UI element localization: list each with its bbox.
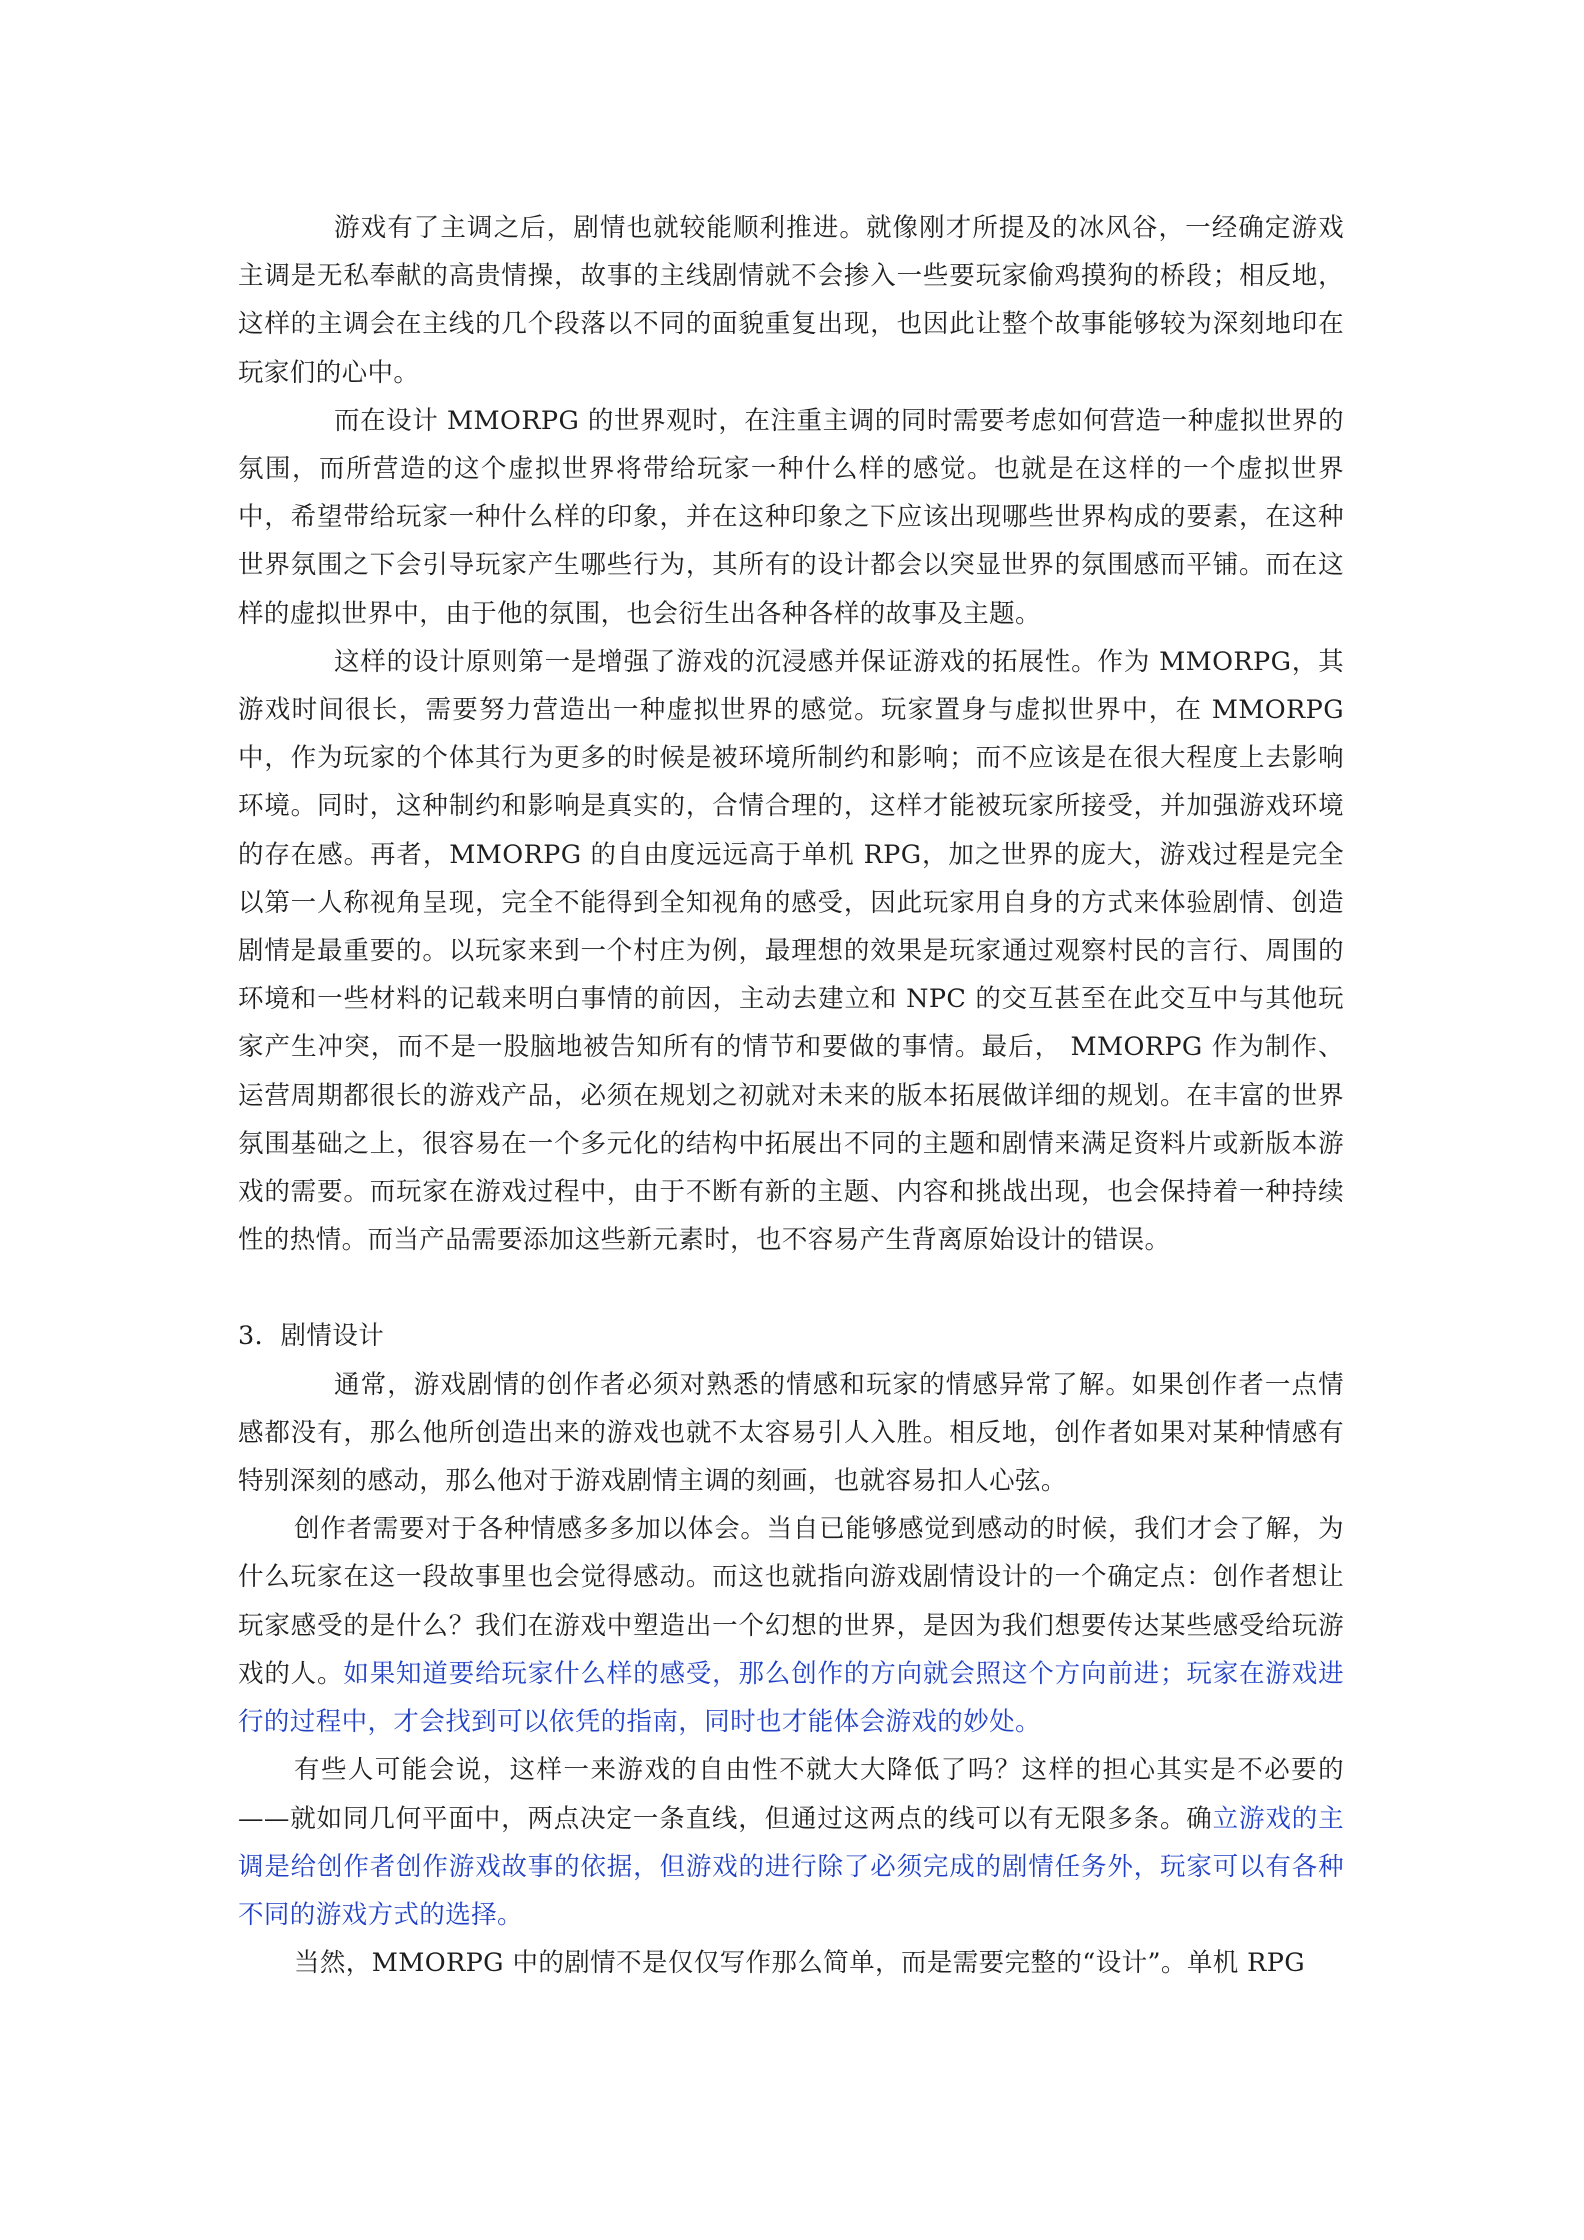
paragraph-creator-emotion: 通常，游戏剧情的创作者必须对熟悉的情感和玩家的情感异常了解。如果创作者一点情感都没有，那么他所创造出来的游戏也就不太容易引人入胜。相反地，创作者如果对某种情感有特别深刻的感动，那么他对于游戏剧情主调的刻画，也就容易扣人心弦。 (238, 1369, 1344, 1497)
paragraph-freedom (238, 1746, 1344, 1939)
section-heading: 3．剧情设计 (238, 1321, 385, 1352)
paragraph-world-atmosphere: 而在设计 MMORPG 的世界观时，在注重主调的同时需要考虑如何营造一种虚拟世界的氛围，而所营造的这个虚拟世界将带给玩家一种什么样的感觉。也就是在这样的一个虚拟世界中，希望带给玩家一种什么样的印象，并在这种印象之下应该出现哪些世界构成的要素，在这种世界氛围之下会引导玩家产生哪些行为，其所有的设计都会以突显世界的氛围感而平铺。而在这样的虚拟世界中，由于他的氛围，也会衍生出各种各样的故事及主题。 (238, 405, 1344, 629)
paragraph-text: 创作者需要对于各种情感多多加以体会。当自已能够感觉到感动的时候，我们才会了解，为什么玩家在这一段故事里也会觉得感动。而这也就指向游戏剧情设计的一个确定点：创作者想让玩家感受的是什么？我们在游戏中塑造出一个幻想的世界，是因为我们想要传达某些感受给玩游戏的人。 (238, 1514, 1344, 1689)
paragraph-text: 有些人可能会说，这样一来游戏的自由性不就大大降低了吗？这样的担心其实是不必要的——就如同几何平面中，两点决定一条直线，但通过这两点的线可以有无限多条。确 (238, 1755, 1344, 1834)
paragraph-design-principle: 这样的设计原则第一是增强了游戏的沉浸感并保证游戏的拓展性。作为 MMORPG，其游戏时间很长，需要努力营造出一种虚拟世界的感觉。玩家置身与虚拟世界中，在 MMORPG 中，作为玩家的个体其行为更多的时候是被环境所制约和影响；而不应该是在很大程度上去影响环境。同时，这种制约和影响是真实的，合情合理的，这样才能被玩家所接受，并加强游戏环境的存在感。再者，MMORPG 的自由度远远高于单机 RPG，加之世界的庞大，游戏过程是完全以第一人称视角呈现，完全不能得到全知视角的感受，因此玩家用自身的方式来体验剧情、创造剧情是最重要的。以玩家来到一个村庄为例，最理想的效果是玩家通过观察村民的言行、周围的环境和一些材料的记载来明白事情的前因，主动去建立和 NPC 的交互甚至在此交互中与其他玩家产生冲突，而不是一股脑地被告知所有的情节和要做的事情。最后， MMORPG 作为制作、运营周期都很长的游戏产品，必须在规划之初就对未来的版本拓展做详细的规划。在丰富的世界氛围基础之上，很容易在一个多元化的结构中拓展出不同的主题和剧情来满足资料片或新版本游戏的需要。而玩家在游戏过程中，由于不断有新的主题、内容和挑战出现，也会保持着一种持续性的热情。而当产品需要添加这些新元素时，也不容易产生背离原始设计的错误。 (238, 646, 1344, 1256)
document-page (238, 204, 1344, 1987)
highlighted-text: 立游戏的主调是给创作者创作游戏故事的依据，但游戏的进行除了必须完成的剧情任务外，玩家可以有各种不同的游戏方式的选择。 (238, 1803, 1344, 1930)
paragraph-experience-emotion (238, 1505, 1344, 1746)
paragraph-theme-story: 游戏有了主调之后，剧情也就较能顺利推进。就像刚才所提及的冰风谷，一经确定游戏主调是无私奉献的高贵情操，故事的主线剧情就不会掺入一些要玩家偷鸡摸狗的桥段；相反地，这样的主调会在主线的几个段落以不同的面貌重复出现，也因此让整个故事能够较为深刻地印在玩家们的心中。 (238, 213, 1344, 388)
highlighted-text: 如果知道要给玩家什么样的感受，那么创作的方向就会照这个方向前进；玩家在游戏进行的过程中，才会找到可以依凭的指南，同时也才能体会游戏的妙处。 (238, 1658, 1344, 1738)
paragraph-mmorpg-design: 当然，MMORPG 中的剧情不是仅仅写作那么简单，而是需要完整的“设计”。单机 RPG (294, 1948, 1306, 1979)
